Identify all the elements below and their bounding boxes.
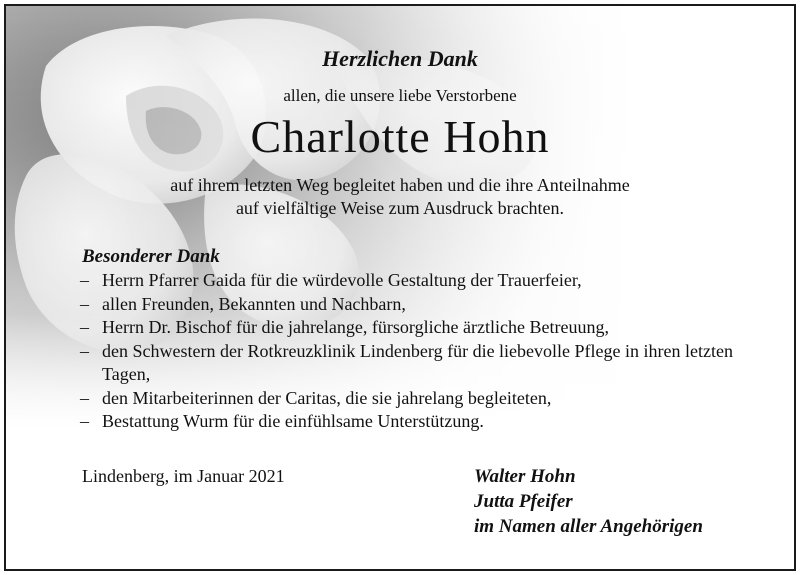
signatures — [474, 464, 703, 539]
list-item — [80, 340, 740, 387]
list-item — [80, 269, 740, 293]
intro-line: allen, die unsere liebe Verstorbene — [283, 86, 517, 105]
list-item-text: den Schwestern der Rotkreuzklinik Lindenberg für die liebevolle Pflege in ihren letzten Tagen, — [102, 340, 733, 384]
place-and-date: Lindenberg, im Januar 2021 — [82, 466, 285, 486]
dash-bullet: – — [80, 293, 89, 314]
signature-walter-hohn: Walter Hohn — [474, 466, 576, 487]
list-item-text: den Mitarbeiterinnen der Caritas, die sie jahrelang begleiteten, — [102, 387, 552, 408]
list-item — [80, 316, 740, 340]
dash-bullet: – — [80, 270, 89, 290]
list-item-text: Herrn Pfarrer Gaida für die würdevolle Gestaltung der Trauerfeier, — [102, 270, 582, 290]
obituary-card — [4, 4, 796, 571]
paragraph-line-1: auf ihrem letzten Weg begleitet haben und die ihre Anteilnahme — [170, 175, 630, 195]
thanks-heading: Herzlichen Dank — [322, 46, 478, 71]
paragraph-line-2: auf vielfältige Weise zum Ausdruck brachten. — [235, 198, 565, 218]
list-item — [80, 410, 740, 434]
special-thanks-list — [80, 269, 740, 434]
dash-bullet: – — [80, 387, 89, 408]
list-item-text: allen Freunden, Bekannten und Nachbarn, — [102, 293, 406, 314]
list-item — [80, 387, 740, 411]
list-item — [80, 293, 740, 317]
signature-jutta-pfeifer: Jutta Pfeifer — [474, 491, 573, 512]
condolence-paragraph — [6, 174, 794, 220]
deceased-name: Charlotte Hohn — [250, 111, 550, 162]
obituary-text — [6, 6, 794, 569]
signature-relatives: im Namen aller Angehörigen — [474, 516, 703, 537]
dash-bullet: – — [80, 411, 89, 431]
special-thanks-heading: Besonderer Dank — [82, 246, 220, 267]
list-item-text: Herrn Dr. Bischof für die jahrelange, fürsorgliche ärztliche Betreuung, — [102, 317, 609, 337]
dash-bullet: – — [80, 340, 89, 361]
list-item-text: Bestattung Wurm für die einfühlsame Unterstützung. — [102, 411, 484, 431]
dash-bullet: – — [80, 317, 89, 337]
